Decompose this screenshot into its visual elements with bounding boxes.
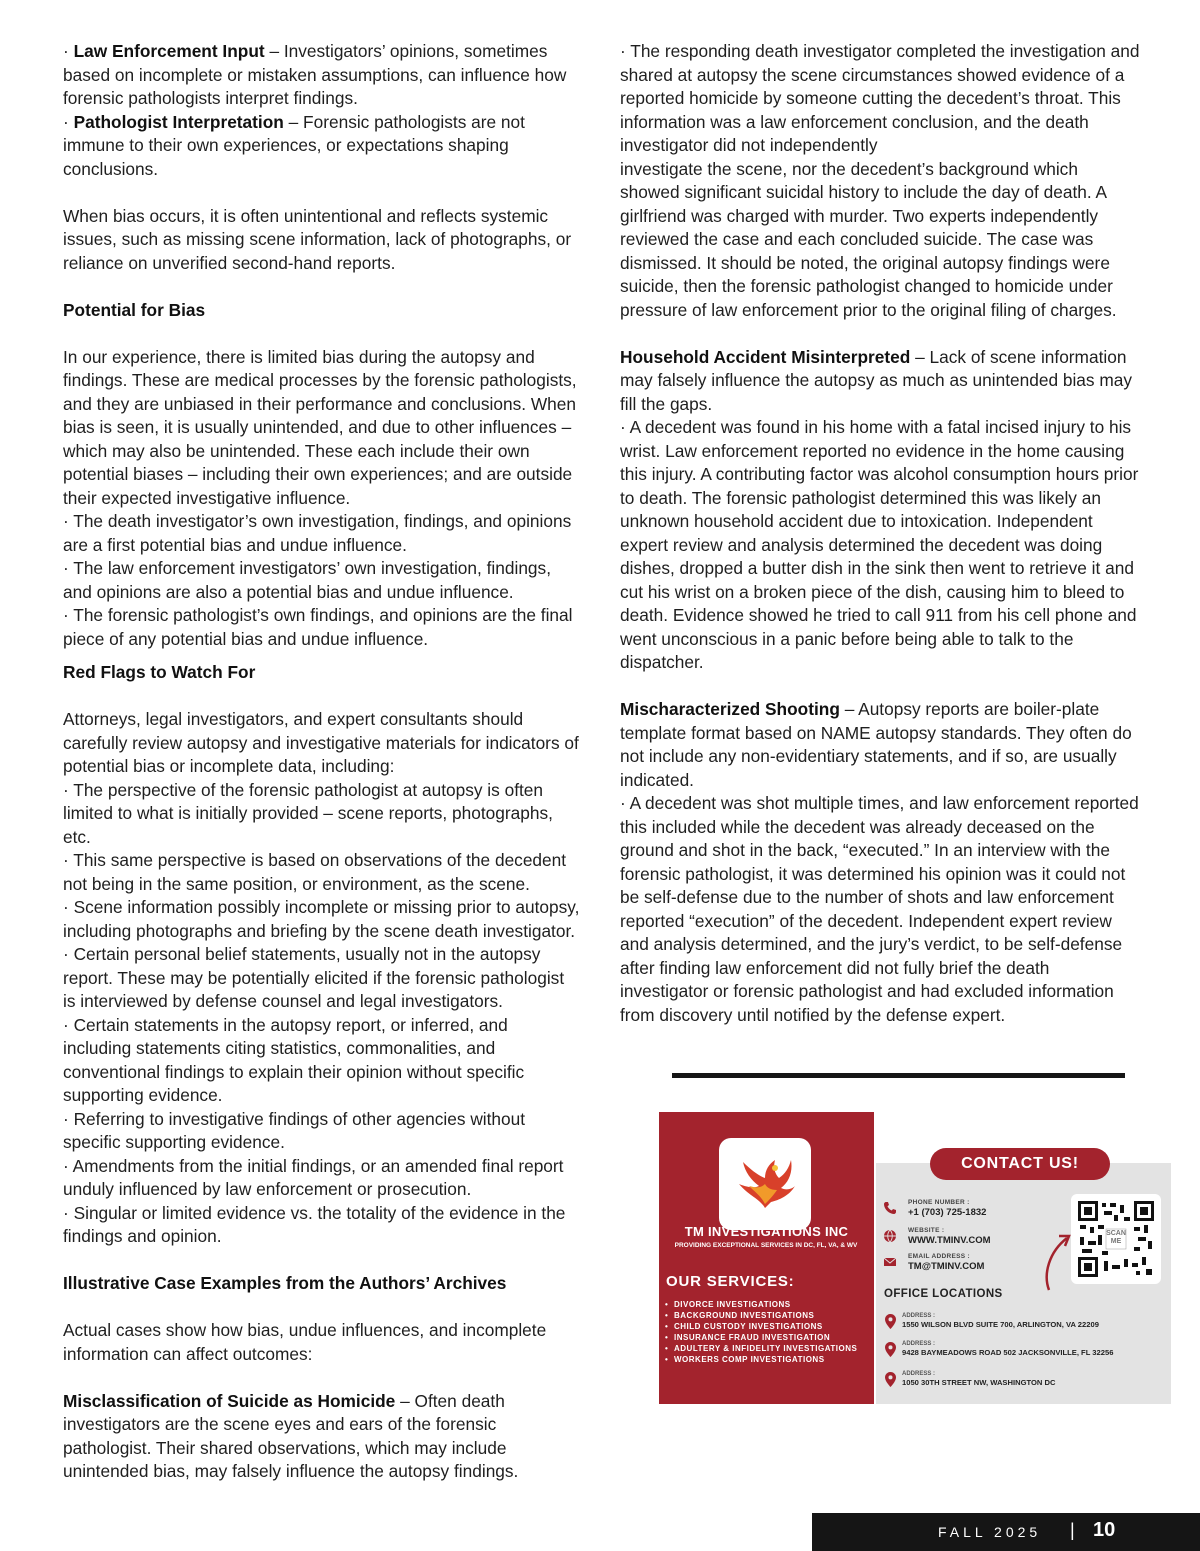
bullet-item: · The death investigator’s own investigation, findings, and opinions are a first potential bias and undue influence. xyxy=(63,511,572,555)
heading-case-examples: Illustrative Case Examples from the Authors’ Archives xyxy=(63,1273,507,1293)
term-pathologist-interpretation: Pathologist Interpretation xyxy=(73,111,284,132)
phone-number: +1 (703) 725-1832 xyxy=(908,1207,987,1218)
paragraph-case-household-accident: Household Accident Misinterpreted – Lack of scene information may falsely influence the autopsy as much as unintended bias may fill the gaps. xyxy=(620,346,1133,414)
paragraph-case-suicide-homicide: Misclassification of Suicide as Homicide – Often death investigators are the scene eyes and ears of the forensic pathologist. Their shared observations, which may include unintended bias, may falsely influence the autopsy findings. xyxy=(63,1390,519,1481)
bullet-item: · Certain personal belief statements, usually not in the autopsy report. These may be potentially elicited if the forensic pathologist is interviewed by defense counsel and legal investigators. xyxy=(63,944,565,1011)
paragraph-red-flags-intro: Attorneys, legal investigators, and expert consultants should carefully review autopsy and investigative materials for indicators of potential bias or incomplete data, including: xyxy=(63,709,579,776)
qr-code[interactable] xyxy=(1071,1194,1161,1284)
section-divider xyxy=(672,1073,1125,1078)
bullet-item: · The responding death investigator completed the investigation and shared at autopsy the scene circumstances showed evidence of a reported homicide by someone cutting the decedent’s throat. This information was a law enforcement conclusion, and the death investigator did not independently xyxy=(620,41,1140,155)
bullet: · xyxy=(63,111,69,132)
location-pin-icon xyxy=(885,1314,896,1329)
mail-icon xyxy=(883,1255,897,1269)
left-column xyxy=(63,40,580,1484)
service-item: • CHILD CUSTODY INVESTIGATIONS xyxy=(665,1321,875,1332)
service-item: • BACKGROUND INVESTIGATIONS xyxy=(665,1310,875,1321)
contact-us-banner: CONTACT US! xyxy=(930,1148,1110,1180)
company-logo xyxy=(719,1138,811,1230)
services-list xyxy=(665,1299,875,1365)
location-pin-icon xyxy=(885,1342,896,1357)
page-number: 10 xyxy=(1093,1519,1116,1541)
bullet-item: · Singular or limited evidence vs. the totality of the evidence in the findings and opinion. xyxy=(63,1202,566,1246)
bullet-item: · Certain statements in the autopsy report, or inferred, and including statements citing statistics, commonalities, and conventional findings to explain their opinion without specific supporting evidence. xyxy=(63,1014,525,1105)
heading-red-flags: Red Flags to Watch For xyxy=(63,662,256,682)
bullet-item: · Scene information possibly incomplete or missing prior to autopsy, including photographs and briefing by the scene death investigator. xyxy=(63,897,580,941)
company-name: TM INVESTIGATIONS INC xyxy=(684,1224,849,1239)
page-footer xyxy=(812,1513,1200,1551)
paragraph-continued: investigate the scene, nor the decedent’s background which showed significant suicidal history to include the day of death. A girlfriend was charged with murder. Two experts independently reviewed the case and each concluded suicide. The case was dismissed. It should be noted, the original autopsy findings were suicide, then the forensic pathologist changed to homicide under pressure of law enforcement prior to the original filing of charges. xyxy=(620,158,1117,320)
term-misclassification: Misclassification of Suicide as Homicide xyxy=(63,1390,396,1411)
service-item: • ADULTERY & INFIDELITY INVESTIGATIONS xyxy=(665,1343,875,1354)
term-mischaracterized-shooting: Mischaracterized Shooting xyxy=(620,699,840,719)
issue-season: FALL 2025 xyxy=(938,1524,1042,1540)
paragraph-cases-intro: Actual cases show how bias, undue influences, and incomplete information can affect outcomes: xyxy=(63,1320,547,1364)
services-title: OUR SERVICES: xyxy=(666,1273,795,1290)
heading-potential-for-bias: Potential for Bias xyxy=(63,299,206,320)
globe-icon xyxy=(883,1229,897,1243)
service-item: • DIVORCE INVESTIGATIONS xyxy=(665,1299,875,1310)
paragraph-law-enforcement-input: · Law Enforcement Input – Investigators’ opinions, sometimes based on incomplete or mistaken assumptions, can influence how forensic pathologists interpret findings. xyxy=(63,41,567,108)
curved-arrow-icon xyxy=(1039,1230,1073,1292)
scan-me-label: SCAN ME xyxy=(1106,1230,1126,1245)
bullet: · xyxy=(63,41,69,61)
phone-icon xyxy=(883,1201,897,1215)
bullet-item: · The law enforcement investigators’ own investigation, findings, and opinions are also a potential bias and undue influence. xyxy=(63,558,551,602)
bullet-item: · A decedent was shot multiple times, and law enforcement reported this included while the decedent was already deceased on the ground and shot in the back, “executed.” In an interview with the forensic pathologist, it was determined his opinion was it could not be self-defense due to the number of shots and law enforcement reported “execution” of the decedent. Independent expert review and analysis determined, and the jury’s verdict, to be self-defense after finding law enforcement did not fully brief the death investigator or forensic pathologist and had excluded information from discovery until notified by the defense expert. xyxy=(620,793,1139,1025)
paragraph-case-shooting: Mischaracterized Shooting – Autopsy reports are boiler-plate template format based on NAME autopsy standards. They often do not include any non-evidentiary statements, and if so, are usually indicated. xyxy=(620,699,1132,790)
term-law-enforcement-input: Law Enforcement Input xyxy=(73,41,265,61)
right-column xyxy=(620,40,1140,1027)
ad-red-panel xyxy=(659,1112,874,1404)
website-url: WWW.TMINV.COM xyxy=(908,1235,991,1246)
paragraph-experience: In our experience, there is limited bias during the autopsy and findings. These are medical processes by the forensic pathologists, and they are unbiased in their performance and conclusions. When bias is seen, it is usually unintended, and due to other influences – which may also be unintended. These each include their own potential biases – including their own experiences; and are outside their expected investigative influence. xyxy=(63,346,577,508)
service-item: • INSURANCE FRAUD INVESTIGATION xyxy=(665,1332,875,1343)
location-pin-icon xyxy=(885,1372,896,1387)
company-tagline: PROVIDING EXCEPTIONAL SERVICES IN DC, FL, VA, & WV xyxy=(674,1242,858,1249)
bullet-item: · The perspective of the forensic pathologist at autopsy is often limited to what is initially provided – scene reports, photographs, etc. xyxy=(63,779,553,847)
tm-investigations-ad: TM INVESTIGATIONS INC PROVIDING EXCEPTIONAL SERVICES IN DC, FL, VA, & WV OUR SERVICES: • DIVORCE INVESTIGATIONS • BACKGROUND INVESTIGATIONS • CHILD CUSTODY INVESTIGATIONS • INSURANCE FRAUD INVESTIGATION • ADULTERY & INFIDELITY INVESTIGATIONS • WORKERS COMP INVESTIGATIONS CONTACT US! PHONE NUMBER : +1 (703) 725-1832 WEBSITE : WWW.TMINV.COM EMAIL ADDRESS : TM@TMINV.COM SCAN ME OFFICE LOCATIONS ADDRESS : 1550 WILSON BLVD SUITE 700, ARLINGTON, VA 22209 ADDRESS : 9428 BAYMEADOWS ROAD 502 JACKSONVILLE, FL 32256 ADDRESS : 1050 30TH STREET NW, WASHINGTON DC xyxy=(659,1112,1171,1404)
term-household-accident: Household Accident Misinterpreted xyxy=(620,346,911,367)
bullet-item: · Referring to investigative findings of other agencies without specific supporting evidence. xyxy=(63,1108,526,1152)
footer-separator: | xyxy=(1070,1520,1075,1540)
bullet-item: · Amendments from the initial findings, or an amended final report unduly influenced by law enforcement or prosecution. xyxy=(63,1155,564,1199)
bullet-item: · This same perspective is based on observations of the decedent not being in the same position, or environment, as the scene. xyxy=(63,850,567,894)
office-locations-title: OFFICE LOCATIONS xyxy=(884,1288,1003,1300)
bullet-item: · A decedent was found in his home with a fatal incised injury to his wrist. Law enforcement reported no evidence in the home causing this injury. A contributing factor was alcohol consumption hours prior to death. The forensic pathologist determined this was likely an unknown household accident due to intoxication. Independent expert review and analysis determined the decedent was doing dishes, dropped a butter dish in the sink then went to retrieve it and cut his wrist on a broken piece of the dish, causing him to bleed to death. Evidence showed he tried to call 911 from his cell phone and went unconscious in a panic before being able to talk to the dispatcher. xyxy=(620,417,1139,672)
bullet-item: · The forensic pathologist’s own findings, and opinions are the final piece of any potential bias and undue influence. xyxy=(63,605,573,649)
service-item: • WORKERS COMP INVESTIGATIONS xyxy=(665,1354,875,1365)
paragraph-when-bias-occurs: When bias occurs, it is often unintentional and reflects systemic issues, such as missing scene information, lack of photographs, or reliance on unverified second-hand reports. xyxy=(63,205,572,273)
paragraph-pathologist-interpretation: · Pathologist Interpretation – Forensic pathologists are not immune to their own experiences, or expectations shaping conclusions. xyxy=(63,111,525,179)
email-address: TM@TMINV.COM xyxy=(908,1261,985,1272)
phoenix-icon xyxy=(719,1138,811,1230)
